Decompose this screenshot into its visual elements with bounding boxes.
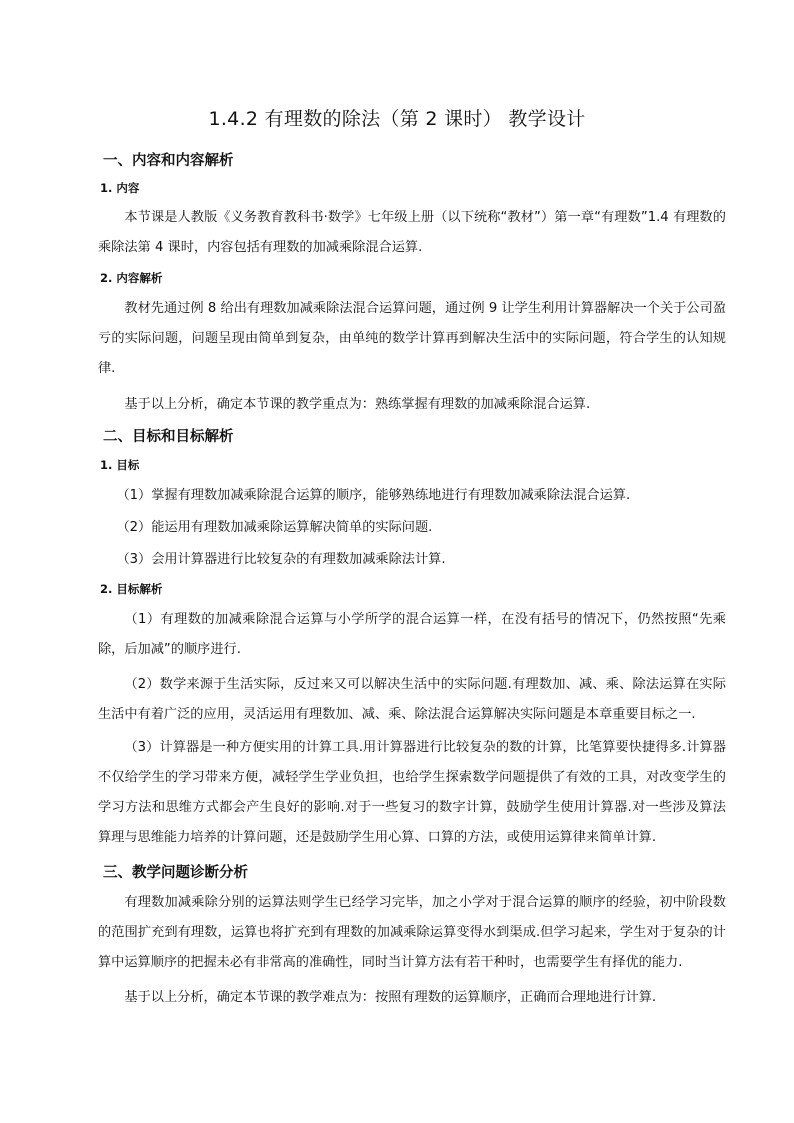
objective-item: （1）掌握有理数加减乘除混合运算的顺序，能够熟练地进行有理数加减乘除法混合运算. — [116, 488, 631, 503]
section-3-diagnosis-paragraph: 有理数加减乘除分别的运算法则学生已经学习完毕，加之小学对于混合运算的顺序的经验，初中阶段数的范围扩充到有理数，运算也将扩充到有理数的加减乘除运算变得水到渠成.但学习起来，学生对于复杂的计算中运算顺序的把握未必有非常高的准确性，同时当计算方法有若干种时，也需要学生有择优的能力. — [98, 895, 726, 970]
section-1-sub-2-heading: 2. 内容解析 — [100, 271, 163, 285]
section-3-heading: 三、教学问题诊断分析 — [103, 865, 248, 881]
objective-item: （2）能运用有理数加减乘除运算解决简单的实际问题. — [116, 520, 433, 535]
section-2-sub-1-heading: 1. 目标 — [100, 458, 140, 472]
section-2-sub-2-heading: 2. 目标解析 — [100, 582, 163, 596]
document-title: 1.4.2 有理数的除法（第 2 课时） 教学设计 — [208, 108, 586, 130]
section-1-sub-1-heading: 1. 内容 — [100, 181, 140, 195]
objective-analysis-paragraph: （2）数学来源于生活实际，反过来又可以解决生活中的实际问题.有理数加、减、乘、除法运算在实际生活中有着广泛的应用，灵活运用有理数加、减、乘、除法混合运算解决实际问题是本章重要目标之一. — [98, 677, 726, 722]
objective-analysis-paragraph: （1）有理数的加减乘除混合运算与小学所学的混合运算一样，在没有括号的情况下，仍然按照“先乘除，后加减”的顺序进行. — [98, 612, 726, 657]
section-1-analysis-paragraph: 教材先通过例 8 给出有理数加减乘除法混合运算问题，通过例 9 让学生利用计算器解决一个关于公司盈亏的实际问题，问题呈现由简单到复杂，由单纯的数学计算再到解决生活中的实际问题，符合学生的认知规律. — [98, 301, 726, 376]
section-1-key-point-paragraph: 基于以上分析，确定本节课的教学重点为：熟练掌握有理数的加减乘除混合运算. — [124, 397, 591, 412]
section-3-difficulty-paragraph: 基于以上分析，确定本节课的教学难点为：按照有理数的运算顺序，正确而合理地进行计算. — [124, 990, 657, 1005]
section-1-heading: 一、内容和内容解析 — [103, 153, 234, 169]
section-1-content-paragraph: 本节课是人教版《义务教育教科书·数学》七年级上册（以下统称“教材”）第一章“有理数”1.4 有理数的乘除法第 4 课时，内容包括有理数的加减乘除混合运算. — [98, 210, 726, 255]
objective-analysis-paragraph: （3）计算器是一种方便实用的计算工具.用计算器进行比较复杂的数的计算，比笔算要快捷得多.计算器不仅给学生的学习带来方便，减轻学生学业负担，也给学生探索数学问题提供了有效的工具，对改变学生的学习方法和思维方式都会产生良好的影响.对于一些复习的数字计算，鼓励学生使用计算器.对一些涉及算法算理与思维能力培养的计算问题，还是鼓励学生用心算、口算的方法，或使用运算律来简单计算. — [98, 740, 726, 845]
section-2-heading: 二、目标和目标解析 — [103, 429, 234, 445]
objective-item: （3）会用计算器进行比较复杂的有理数加减乘除法计算. — [116, 552, 446, 567]
